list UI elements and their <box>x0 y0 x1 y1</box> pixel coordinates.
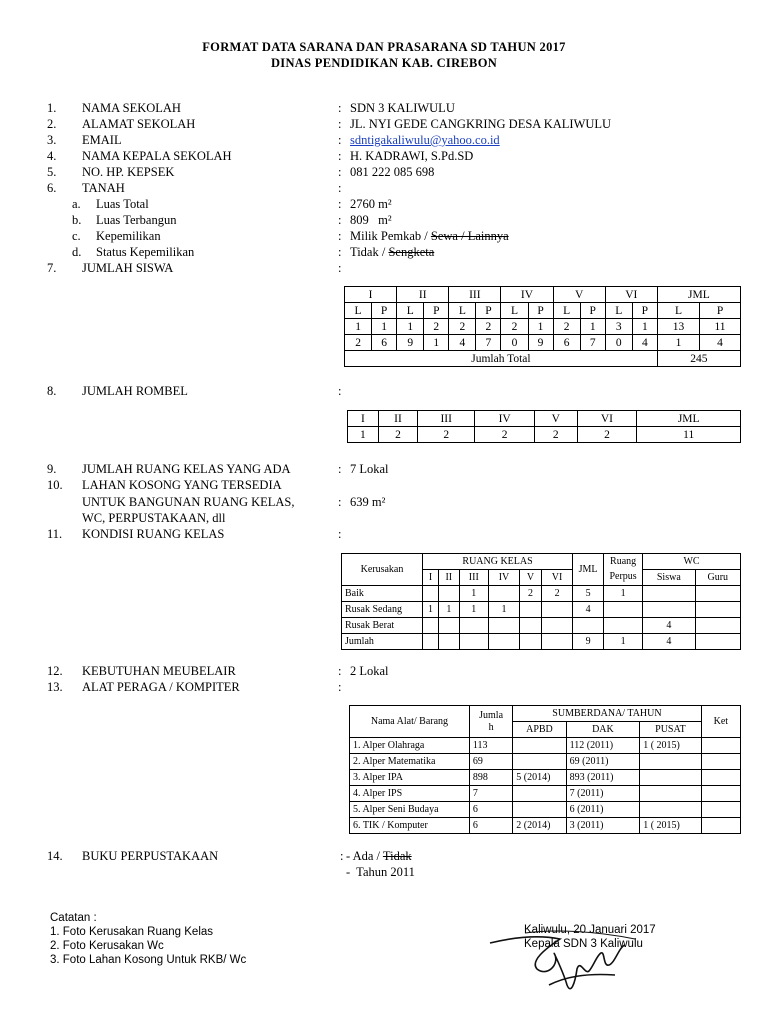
rombel-value: 11 <box>637 427 741 443</box>
count-cell: 1 <box>580 319 605 335</box>
alat-nama: 5. Alper Seni Budaya <box>350 802 470 818</box>
field-lahan-3: WC, PERPUSTAKAAN, dll <box>82 511 226 525</box>
field-siswa: 7. JUMLAH SISWA : <box>47 261 342 275</box>
rombel-header: IV <box>475 411 535 427</box>
document-title: FORMAT DATA SARANA DAN PRASARANA SD TAHUN 2017 <box>202 40 566 54</box>
alat-nama: 4. Alper IPS <box>350 786 470 802</box>
rombel-table <box>347 410 741 443</box>
field-alamat: 2. ALAMAT SEKOLAH : JL. NYI GEDE CANGKRING DESA KALIWULU <box>47 117 612 131</box>
kondisi-cell: 9 <box>573 634 604 650</box>
rombel-header: VI <box>577 411 637 427</box>
kondisi-cell: 1 <box>439 602 460 618</box>
alat-jumlah: 898 <box>469 770 512 786</box>
count-cell: 2 <box>501 319 528 335</box>
count-cell: 2 <box>345 335 372 351</box>
kondisi-row <box>342 618 741 634</box>
rombel-header: II <box>378 411 418 427</box>
gender-header: P <box>372 303 397 319</box>
alat-ket <box>701 754 740 770</box>
field-luas-total: a. Luas Total : 2760 m² <box>72 197 392 211</box>
kelas-header: II <box>439 570 460 586</box>
notes <box>50 911 246 967</box>
count-cell: 9 <box>397 335 424 351</box>
rombel-header: JML <box>637 411 741 427</box>
alat-dak: 69 (2011) <box>566 754 640 770</box>
kondisi-cell: 1 <box>604 586 643 602</box>
gender-header: P <box>424 303 449 319</box>
count-cell: 1 <box>657 335 699 351</box>
kondisi-cell: 2 <box>542 586 573 602</box>
gender-header: L <box>397 303 424 319</box>
rombel-value: 2 <box>535 427 577 443</box>
kondisi-cell <box>489 586 520 602</box>
kondisi-row <box>342 586 741 602</box>
total-value: 245 <box>657 351 740 367</box>
alat-ket <box>701 770 740 786</box>
kondisi-cell: 4 <box>643 618 695 634</box>
class-header: JML <box>657 287 740 303</box>
wc-guru-header: Guru <box>695 570 740 586</box>
class-header: I <box>345 287 397 303</box>
count-cell: 1 <box>632 319 657 335</box>
alat-nama: 3. Alper IPA <box>350 770 470 786</box>
count-cell: 1 <box>372 319 397 335</box>
siswa-table <box>344 286 741 367</box>
kondisi-cell <box>423 586 439 602</box>
kelas-header: VI <box>542 570 573 586</box>
alat-apbd: 5 (2014) <box>513 770 566 786</box>
count-cell: 1 <box>424 335 449 351</box>
alat-table: Nama Alat/ Barang Jumla h SUMBERDANA/ TAHUN Ket APBD DAK PUSAT 1. Alper Olahraga 113 112 (2011) 1 ( 2015) 2. Alper Matematika 69 69 (2011) 3. Alper IPA 898 5 (2014) 893 (2011) 4. Alper IPS 7 7 (2011) 5. Alper Seni Budaya 6 6 (2011) 6. TIK / Komputer 6 2 (2014) 3 (2011) 1 ( 2015) <box>349 705 741 834</box>
alat-row <box>350 802 741 818</box>
perpus-header: Perpus <box>604 570 643 586</box>
alat-nama: 2. Alper Matematika <box>350 754 470 770</box>
count-cell: 7 <box>476 335 501 351</box>
alat-pusat <box>640 754 701 770</box>
alat-jumlah: 7 <box>469 786 512 802</box>
field-ruang-kelas: 9. JUMLAH RUANG KELAS YANG ADA : 7 Lokal <box>47 462 389 476</box>
field-hp: 5. NO. HP. KEPSEK : 081 222 085 698 <box>47 165 435 179</box>
kondisi-cell <box>519 618 541 634</box>
count-cell: 7 <box>580 335 605 351</box>
kondisi-cell <box>423 618 439 634</box>
class-header: V <box>553 287 605 303</box>
total-label: Jumlah Total <box>345 351 658 367</box>
gender-header: L <box>449 303 476 319</box>
kondisi-cell: 4 <box>643 634 695 650</box>
gender-header: P <box>700 303 741 319</box>
kondisi-cell: 2 <box>519 586 541 602</box>
alat-apbd <box>513 786 566 802</box>
kondisi-cell <box>643 602 695 618</box>
field-lahan: 10. LAHAN KOSONG YANG TERSEDIA <box>47 478 282 492</box>
count-cell: 2 <box>476 319 501 335</box>
note-item: 1. Foto Kerusakan Ruang Kelas <box>50 926 214 938</box>
alat-jumlah: 6 <box>469 802 512 818</box>
field-rombel: 8. JUMLAH ROMBEL : <box>47 384 342 398</box>
kondisi-cell: 1 <box>459 586 488 602</box>
kondisi-cell: 4 <box>573 602 604 618</box>
rombel-header: V <box>535 411 577 427</box>
alat-pusat <box>640 770 701 786</box>
count-cell: 0 <box>605 335 632 351</box>
notes-title: Catatan : <box>50 912 97 924</box>
kondisi-row <box>342 602 741 618</box>
count-cell: 2 <box>449 319 476 335</box>
alat-ket <box>701 738 740 754</box>
alat-dak: 6 (2011) <box>566 802 640 818</box>
gender-header: L <box>501 303 528 319</box>
count-cell: 2 <box>424 319 449 335</box>
rombel-value: 2 <box>418 427 475 443</box>
alat-apbd <box>513 802 566 818</box>
field-buku-tahun: - Tahun 2011 <box>346 865 415 879</box>
kondisi-cell <box>643 586 695 602</box>
kondisi-cell <box>423 634 439 650</box>
count-cell: 6 <box>372 335 397 351</box>
alat-dak: 112 (2011) <box>566 738 640 754</box>
count-cell: 0 <box>501 335 528 351</box>
rombel-value: 2 <box>378 427 418 443</box>
kondisi-cell <box>439 634 460 650</box>
count-cell: 3 <box>605 319 632 335</box>
field-meubelair: 12. KEBUTUHAN MEUBELAIR : 2 Lokal <box>47 664 389 678</box>
class-header: III <box>449 287 501 303</box>
field-email: 3. EMAIL : sdntigakaliwulu@yahoo.co.id <box>47 133 500 147</box>
count-cell: 11 <box>700 319 741 335</box>
count-cell: 6 <box>553 335 580 351</box>
kondisi-cell <box>695 634 740 650</box>
kondisi-cell <box>459 634 488 650</box>
alat-pusat <box>640 786 701 802</box>
kondisi-table: Kerusakan RUANG KELAS JML Ruang WC I II III IV V VI Perpus Siswa Guru Baik 1 2 2 5 1 Rusak Sedang 1 1 1 1 4 Rusak Berat 4 Jumlah 9 1 4 <box>341 553 741 650</box>
field-kondisi: 11. KONDISI RUANG KELAS : <box>47 527 342 541</box>
alat-pusat <box>640 802 701 818</box>
field-buku: 14. BUKU PERPUSTAKAAN : - Ada / Tidak <box>47 849 412 863</box>
gender-header: L <box>345 303 372 319</box>
count-cell: 1 <box>345 319 372 335</box>
kondisi-label: Baik <box>342 586 423 602</box>
count-cell: 2 <box>553 319 580 335</box>
field-luas-terbangun: b. Luas Terbangun : 809 m² <box>72 213 392 227</box>
alat-ket <box>701 818 740 834</box>
email-link[interactable]: sdntigakaliwulu@yahoo.co.id <box>350 133 500 147</box>
alat-dak: 7 (2011) <box>566 786 640 802</box>
gender-header: L <box>605 303 632 319</box>
gender-header: P <box>476 303 501 319</box>
signature-place-date: Kaliwulu, 20 Januari 2017 <box>524 924 656 936</box>
kondisi-cell: 1 <box>489 602 520 618</box>
kondisi-cell <box>604 602 643 618</box>
count-cell: 1 <box>528 319 553 335</box>
count-cell: 4 <box>632 335 657 351</box>
kondisi-cell <box>542 634 573 650</box>
kondisi-cell <box>695 586 740 602</box>
class-header: II <box>397 287 449 303</box>
gender-header: L <box>657 303 699 319</box>
rombel-value: 1 <box>348 427 379 443</box>
alat-row <box>350 786 741 802</box>
kondisi-cell <box>695 618 740 634</box>
kondisi-cell <box>439 586 460 602</box>
alat-pusat: 1 ( 2015) <box>640 818 701 834</box>
kondisi-label: Rusak Sedang <box>342 602 423 618</box>
gender-header: P <box>528 303 553 319</box>
gender-header: L <box>553 303 580 319</box>
alat-apbd <box>513 754 566 770</box>
kondisi-cell <box>542 602 573 618</box>
handwritten-signature <box>485 925 645 1000</box>
gender-header: P <box>580 303 605 319</box>
rombel-header: I <box>348 411 379 427</box>
gender-header: P <box>632 303 657 319</box>
count-cell: 1 <box>397 319 424 335</box>
document-subtitle: DINAS PENDIDIKAN KAB. CIREBON <box>270 56 498 70</box>
kondisi-cell <box>573 618 604 634</box>
kondisi-cell <box>439 618 460 634</box>
kondisi-label: Rusak Berat <box>342 618 423 634</box>
alat-jumlah: 6 <box>469 818 512 834</box>
kondisi-cell: 1 <box>604 634 643 650</box>
field-status: d. Status Kepemilikan : Tidak / Sengketa <box>72 245 435 259</box>
kondisi-row <box>342 634 741 650</box>
alat-dak: 893 (2011) <box>566 770 640 786</box>
note-item: 3. Foto Lahan Kosong Untuk RKB/ Wc <box>50 954 247 966</box>
field-tanah: 6. TANAH : <box>47 181 342 195</box>
kondisi-cell <box>604 618 643 634</box>
field-nama-sekolah: 1. NAMA SEKOLAH : SDN 3 KALIWULU <box>47 101 455 115</box>
alat-nama: 6. TIK / Komputer <box>350 818 470 834</box>
kondisi-cell: 5 <box>573 586 604 602</box>
kondisi-cell: 1 <box>423 602 439 618</box>
kelas-header: IV <box>489 570 520 586</box>
alat-pusat: 1 ( 2015) <box>640 738 701 754</box>
wc-siswa-header: Siswa <box>643 570 695 586</box>
rombel-header: III <box>418 411 475 427</box>
kelas-header: I <box>423 570 439 586</box>
count-cell: 4 <box>449 335 476 351</box>
field-kepala: 4. NAMA KEPALA SEKOLAH : H. KADRAWI, S.Pd.SD <box>47 149 474 163</box>
kondisi-cell <box>695 602 740 618</box>
field-lahan-2: UNTUK BANGUNAN RUANG KELAS, : 639 m² <box>82 495 386 509</box>
kondisi-cell <box>489 618 520 634</box>
field-kepemilikan: c. Kepemilikan : Milik Pemkab / Sewa / Lainnya <box>72 229 509 243</box>
alat-row <box>350 754 741 770</box>
alat-dak: 3 (2011) <box>566 818 640 834</box>
signature-role: Kepala SDN 3 Kaliwulu <box>524 938 643 950</box>
alat-row <box>350 738 741 754</box>
kondisi-cell: 1 <box>459 602 488 618</box>
alat-apbd: 2 (2014) <box>513 818 566 834</box>
count-cell: 13 <box>657 319 699 335</box>
alat-jumlah: 69 <box>469 754 512 770</box>
rombel-value: 2 <box>475 427 535 443</box>
kondisi-label: Jumlah <box>342 634 423 650</box>
kelas-header: III <box>459 570 488 586</box>
alat-jumlah: 113 <box>469 738 512 754</box>
note-item: 2. Foto Kerusakan Wc <box>50 940 164 952</box>
kondisi-cell <box>519 634 541 650</box>
class-header: VI <box>605 287 657 303</box>
alat-ket <box>701 802 740 818</box>
alat-apbd <box>513 738 566 754</box>
kelas-header: V <box>519 570 541 586</box>
rombel-value: 2 <box>577 427 637 443</box>
alat-nama: 1. Alper Olahraga <box>350 738 470 754</box>
kondisi-cell <box>489 634 520 650</box>
class-header: IV <box>501 287 553 303</box>
count-cell: 4 <box>700 335 741 351</box>
kondisi-cell <box>542 618 573 634</box>
alat-row <box>350 770 741 786</box>
kondisi-cell <box>519 602 541 618</box>
alat-row <box>350 818 741 834</box>
field-alat: 13. ALAT PERAGA / KOMPITER : <box>47 680 342 694</box>
kondisi-cell <box>459 618 488 634</box>
alat-ket <box>701 786 740 802</box>
count-cell: 9 <box>528 335 553 351</box>
